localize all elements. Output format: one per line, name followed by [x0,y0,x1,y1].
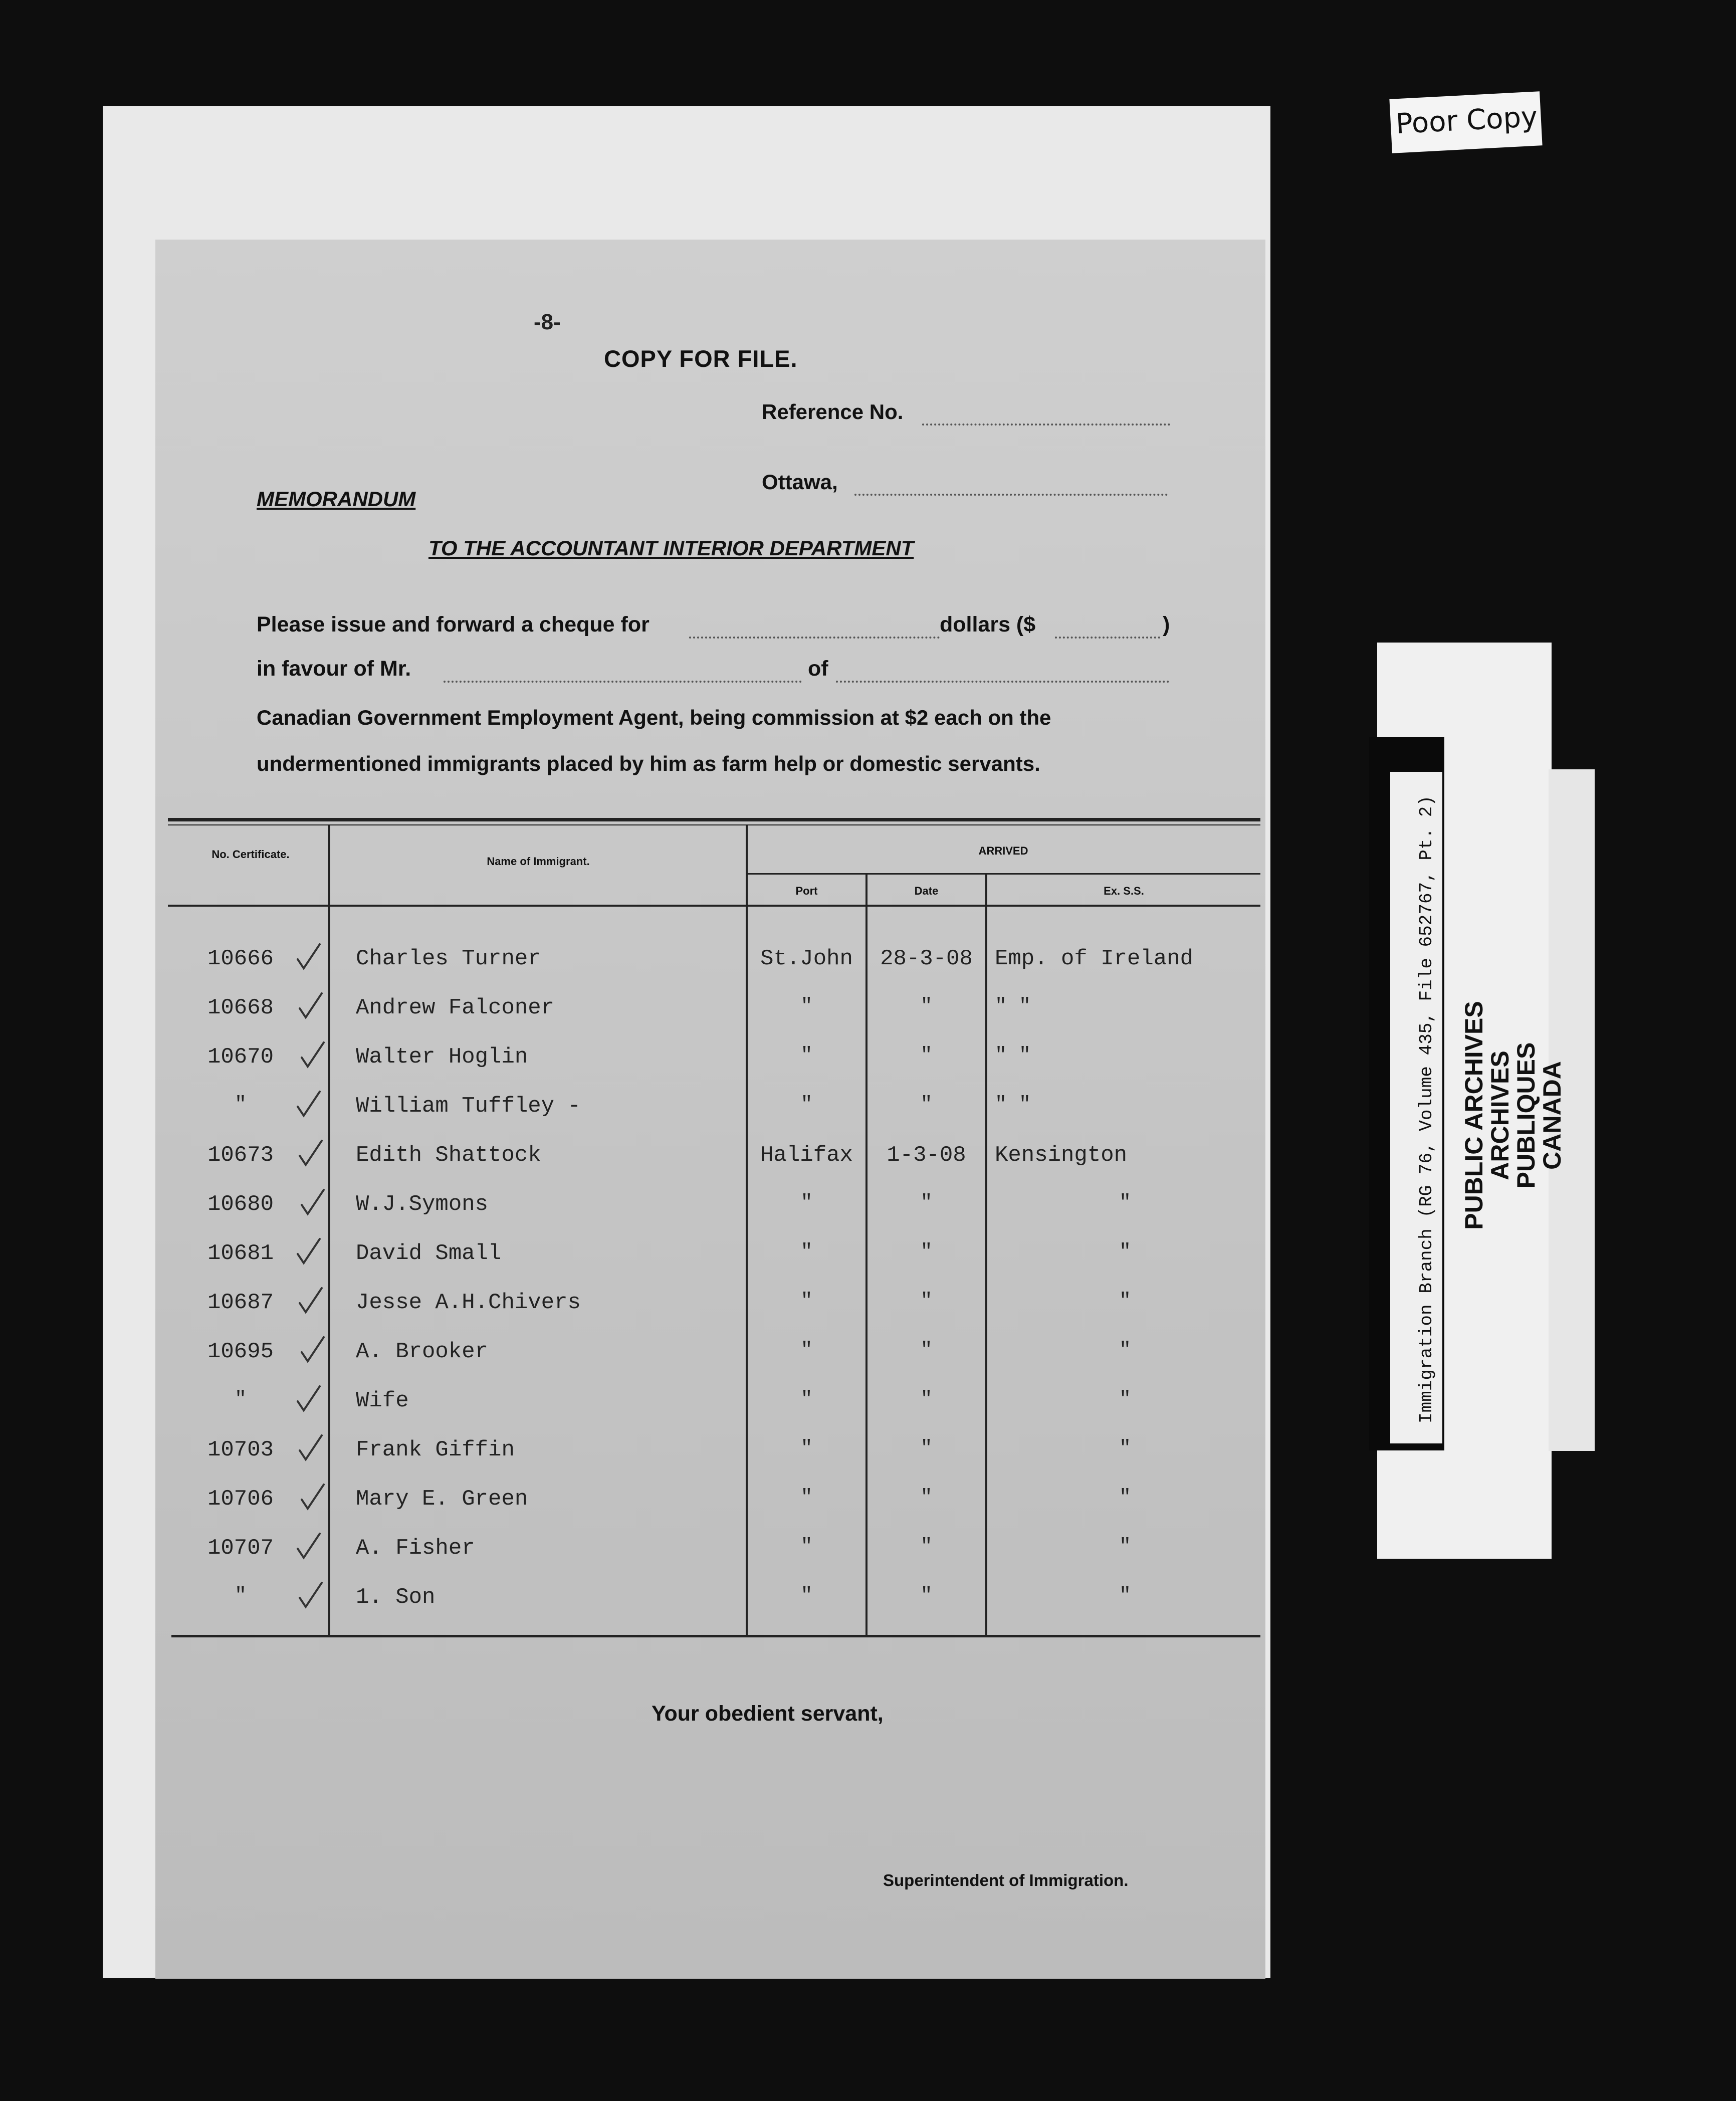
row-ship: " [1119,1192,1131,1214]
row-ship: " " [995,995,1031,1018]
row-name: A. Fisher [356,1536,475,1561]
checkmark-icon [300,1335,326,1363]
row-port: " [800,1339,813,1362]
row-name: Edith Shattock [356,1143,541,1168]
row-name: Walter Hoglin [356,1044,528,1070]
ottawa-label: Ottawa, [762,470,838,494]
row-certificate: 10706 [207,1487,274,1512]
reference-label: Reference No. [762,400,904,424]
body-line1-a: Please issue and forward a cheque for [257,612,649,637]
row-date: " [920,995,933,1018]
row-date: " [920,1437,933,1460]
reference-blank [922,424,1170,426]
row-port: Halifax [760,1143,853,1168]
body-line1-c: ) [1163,612,1170,637]
checkmark-icon [298,1286,324,1314]
row-date: 1-3-08 [887,1143,966,1168]
memorandum-heading: MEMORANDUM [257,487,416,511]
document-title: COPY FOR FILE. [604,345,798,372]
amount-words-blank [689,637,940,639]
row-certificate: 10666 [207,946,274,971]
column-divider-1 [328,825,330,1636]
row-name: David Small [356,1241,502,1266]
row-name: Andrew Falconer [356,995,555,1020]
row-port: " [800,995,813,1018]
row-date: " [920,1192,933,1214]
row-name: William Tuffley - [356,1094,581,1119]
row-date: " [920,1388,933,1411]
archive-stamp [1461,978,1565,1253]
row-port: " [800,1437,813,1460]
row-certificate: 10670 [207,1044,274,1070]
amount-figure-blank [1055,637,1160,639]
row-port: " [800,1290,813,1313]
row-certificate: " [234,1388,247,1411]
closing-text: Your obedient servant, [652,1702,884,1726]
row-port: " [800,1585,813,1607]
table-header-rule [168,905,1260,907]
row-port: " [800,1044,813,1067]
checkmark-icon [296,1532,322,1560]
row-certificate: 10687 [207,1290,274,1315]
row-port: " [800,1241,813,1264]
body-line4: undermentioned immigrants placed by him as farm help or domestic servants. [257,752,1040,775]
table-top-rule [168,818,1260,821]
row-ship: " [1119,1388,1131,1411]
row-name: Jesse A.H.Chivers [356,1290,581,1315]
row-date: " [920,1585,933,1607]
checkmark-icon [298,1139,324,1167]
header-arrived: ARRIVED [978,845,1028,857]
row-port: " [800,1536,813,1558]
row-port: " [800,1487,813,1509]
checkmark-icon [300,1483,326,1511]
row-certificate: 10668 [207,995,274,1020]
row-ship: " " [995,1094,1031,1116]
payee-blank [444,681,802,683]
row-port: " [800,1192,813,1214]
table-top-rule-thin [168,824,1260,825]
checkmark-icon [298,991,324,1019]
row-port: " [800,1094,813,1116]
row-ship: " [1119,1585,1131,1607]
row-date: " [920,1241,933,1264]
row-certificate: 10707 [207,1536,274,1561]
row-ship: " [1119,1487,1131,1509]
column-divider-4 [985,873,987,1636]
row-name: W.J.Symons [356,1192,489,1217]
row-name: Wife [356,1388,409,1413]
row-ship: Kensington [995,1143,1128,1168]
row-certificate: " [234,1585,247,1607]
body-line2-a: in favour of Mr. [257,657,411,681]
row-ship: " [1119,1536,1131,1558]
row-ship: " " [995,1044,1031,1067]
row-ship: " [1119,1290,1131,1313]
archive-stamp-line-2: ARCHIVES PUBLIQUES [1486,1042,1540,1189]
body-line2-b: of [808,657,828,681]
sticky-note-text: Poor Copy [1395,100,1539,141]
row-ship: " [1119,1437,1131,1460]
checkmark-icon [296,1384,322,1412]
table-bottom-rule [171,1635,1260,1637]
checkmark-icon [298,1581,324,1609]
signature-line: Superintendent of Immigration. [883,1871,1129,1889]
row-name: Mary E. Green [356,1487,528,1512]
row-certificate: 10681 [207,1241,274,1266]
row-ship: Emp. of Ireland [995,946,1194,971]
row-name: Charles Turner [356,946,541,971]
checkmark-icon [296,1090,322,1118]
checkmark-icon [300,1040,326,1069]
addressee-heading: TO THE ACCOUNTANT INTERIOR DEPARTMENT [428,536,914,560]
row-certificate: 10673 [207,1143,274,1168]
row-port: " [800,1388,813,1411]
header-port: Port [795,885,818,897]
row-ship: " [1119,1339,1131,1362]
row-certificate: 10703 [207,1437,274,1462]
row-certificate: 10680 [207,1192,274,1217]
date-blank [854,494,1168,496]
row-date: " [920,1044,933,1067]
row-certificate: " [234,1094,247,1116]
row-name: 1. Son [356,1585,436,1610]
archive-stamp-line-3: CANADA [1538,1061,1566,1170]
checkmark-icon [296,1237,322,1265]
row-date: " [920,1487,933,1509]
archive-reference: Immigration Branch (RG 76, Volume 435, File 652767, Pt. 2) [1416,795,1437,1423]
row-date: " [920,1290,933,1313]
row-date: " [920,1339,933,1362]
checkmark-icon [300,1188,326,1216]
header-date: Date [914,885,939,897]
header-ship: Ex. S.S. [1104,885,1144,897]
row-date: 28-3-08 [880,946,973,971]
checkmark-icon [298,1433,324,1461]
body-line1-b: dollars ($ [940,612,1036,637]
row-name: A. Brooker [356,1339,489,1364]
page-number: -8- [534,310,561,334]
body-line3: Canadian Government Employment Agent, being commission at $2 each on the [257,706,1051,729]
location-blank [836,681,1169,683]
checkmark-icon [296,942,322,970]
row-date: " [920,1536,933,1558]
row-certificate: 10695 [207,1339,274,1364]
row-port: St.John [760,946,853,971]
header-certificate: No. Certificate. [211,848,290,861]
archive-stamp-line-1: PUBLIC ARCHIVES [1460,1001,1488,1230]
arrived-subheader-rule [747,873,1260,875]
row-name: Frank Giffin [356,1437,515,1462]
header-name: Name of Immigrant. [487,855,590,868]
row-ship: " [1119,1241,1131,1264]
row-date: " [920,1094,933,1116]
